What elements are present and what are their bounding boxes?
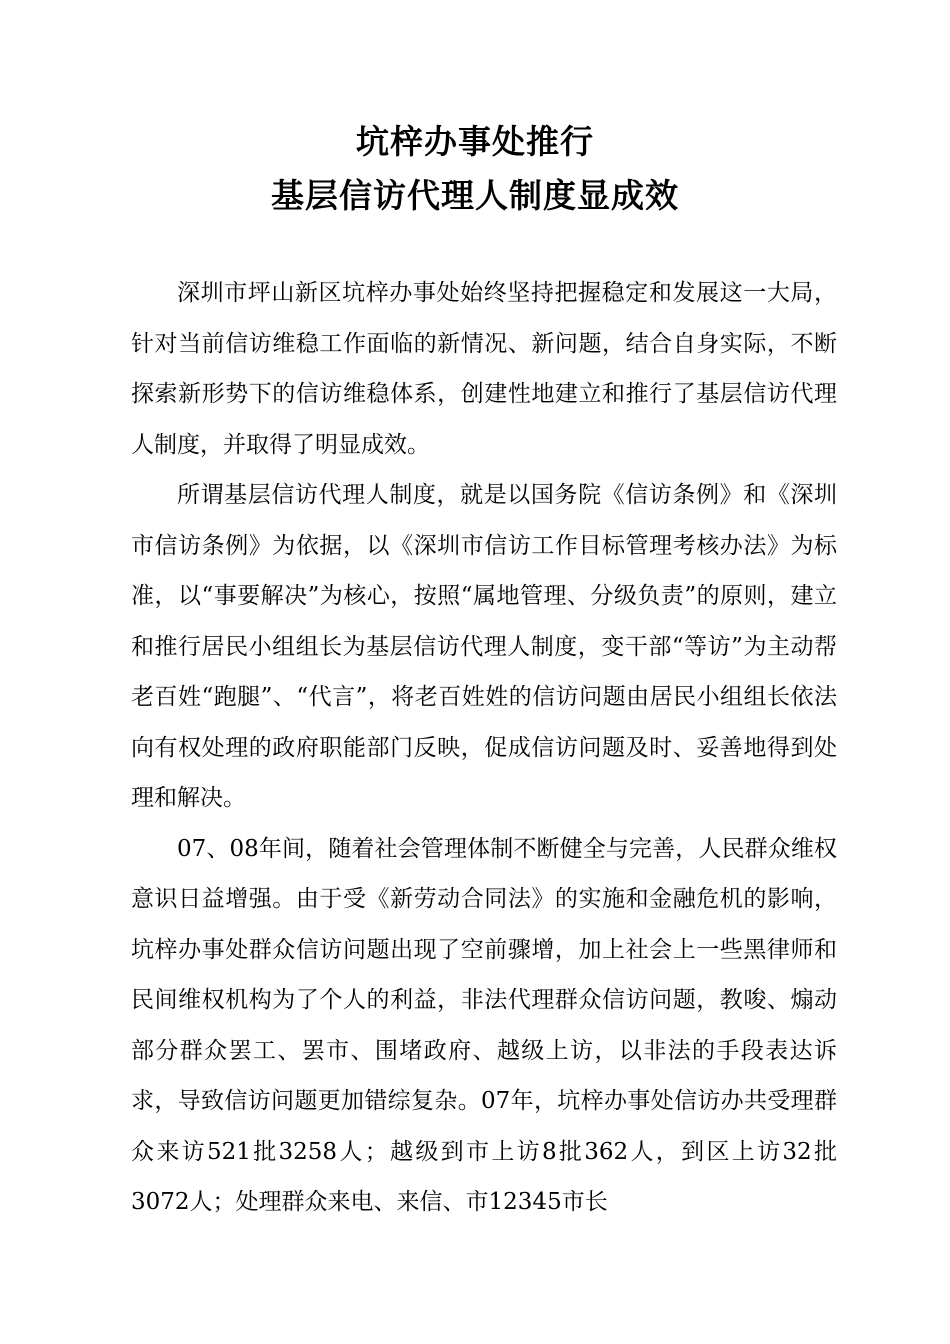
title-line-1: 坑梓办事处推行: [356, 122, 594, 161]
document-title: [0, 115, 950, 223]
paragraph-3: 07、08年间，随着社会管理体制不断健全与完善，人民群众维权意识日益增强。由于受《新劳动合同法》的实施和金融危机的影响，坑梓办事处群众信访问题出现了空前骤增，加上社会上一些黑律师和民间维权机构为了个人的利益，非法代理群众信访问题，教唆、煽动部分群众罢工、罢市、围堵政府、越级上访，以非法的手段表达诉求，导致信访问题更加错综复杂。07年，坑梓办事处信访办共受理群众来访521批3258人；越级到市上访8批362人，到区上访32批3072人；处理群众来电、来信、市12345市长: [131, 835, 837, 1215]
document-body: [131, 268, 837, 1228]
paragraph-2: 所谓基层信访代理人制度，就是以国务院《信访条例》和《深圳市信访条例》为依据，以《深圳市信访工作目标管理考核办法》为标准，以“事要解决”为核心，按照“属地管理、分级负责”的原则，建立和推行居民小组组长为基层信访代理人制度，变干部“等访”为主动帮老百姓“跑腿”、“代言”，将老百姓姓的信访问题由居民小组组长依法向有权处理的政府职能部门反映，促成信访问题及时、妥善地得到处理和解决。: [131, 482, 837, 811]
paragraph-1: 深圳市坪山新区坑梓办事处始终坚持把握稳定和发展这一大局，针对当前信访维稳工作面临的新情况、新问题，结合自身实际，不断探索新形势下的信访维稳体系，创建性地建立和推行了基层信访代理人制度，并取得了明显成效。: [131, 280, 837, 458]
title-line-2: 基层信访代理人制度显成效: [271, 176, 679, 215]
